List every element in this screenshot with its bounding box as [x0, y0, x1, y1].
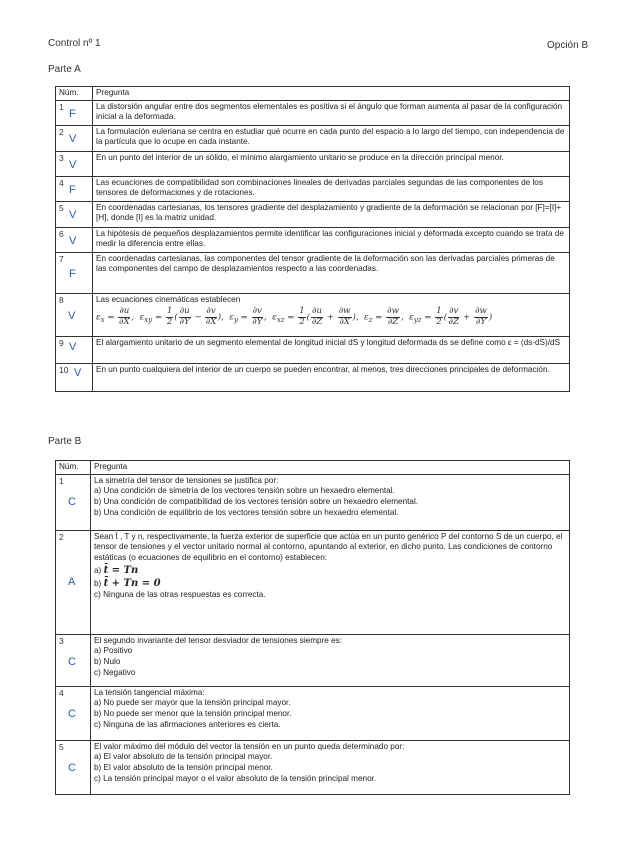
kinematic-equations: $\varepsilon_x$ = $\frac{\partial u}{\partial X}$ , $\varepsilon_{xy}$ = $\frac{1}{2}$ ( $\frac{\partial u}{\partial Y}$ − $\frac{\partial v}{\partial X}$ ), $\varepsilon_y$ = $\frac{\partial v}{\partial Y}$ , $\varepsilon_{xz}$ = $\frac{1}{2}$ ( $\frac{\partial u}{\partial Z}$ + $\frac{\partial w}{\partial X}$ ), $\varepsilon_z$ = $\frac{\partial w}{\partial Z}$ , $\varepsilon_{yz}$ = $\frac{1}{2}$ ( $\frac{\partial v}{\partial Z}$ + $\frac{\partial w}{\partial Y}$ ): [96, 306, 493, 327]
table-row: [56, 176, 570, 201]
answer-mark: C: [68, 761, 76, 774]
question-number: 4: [59, 687, 64, 698]
option-c: c) La tensión principal mayor o el valor absoluto de la tensión principal menor.: [94, 773, 377, 783]
option-c: c) Negativo: [94, 667, 136, 677]
answer-mark: A: [68, 575, 76, 588]
table-row: [56, 336, 570, 363]
answer-mark: F: [69, 183, 76, 196]
question-number: 1: [59, 475, 64, 486]
answer-mark: C: [68, 655, 76, 668]
option-c: c) Ninguna de las otras respuestas es correcta.: [94, 589, 266, 599]
option-a: a) Una condición de simetría de los vectores tensión sobre un hexaedro elemental.: [94, 486, 395, 496]
question-stem: Sean t̄ , T y n, respectivamente, la fuerza exterior de superficie que actúa en un punto genérico P del contorno S de un cuerpo, el tensor de tensiones y el vector unitario normal al contorno, apuntando al exterior, en dicho punto. Las condiciones de contorno estáticas (o ecuaciones de equilibrio en el contorno) establecen:: [94, 531, 563, 562]
equation-a: t̄ = Tn: [103, 564, 139, 576]
option-a: a) No puede ser mayor que la tensión principal mayor.: [94, 698, 291, 708]
answer-mark: V: [69, 132, 77, 145]
question-text: En coordenadas cartesianas, las componentes del tensor gradiente de la deformación son las derivadas parciales primeras de las componentes del campo de desplazamientos respecto a las coordenadas.: [93, 252, 570, 293]
question-text: El alargamiento unitario de un segmento elemental de longitud inicial dS y longitud deformada ds se define como ε = (ds-dS)/dS: [93, 336, 570, 363]
table-row: [56, 252, 570, 293]
table-row: [56, 530, 570, 634]
question-number: 4: [59, 177, 64, 188]
answer-mark: C: [68, 707, 76, 720]
table-row: [56, 686, 570, 740]
question-number: 8: [59, 294, 64, 305]
option-a: a) Positivo: [94, 646, 133, 656]
answer-mark: V: [74, 366, 82, 379]
parte-b-table: [55, 460, 570, 795]
question-text: Las ecuaciones de compatibilidad son combinaciones lineales de derivadas parciales segundas de las componentes de los tensores de deformaciones y de rotaciones.: [93, 176, 570, 201]
answer-mark: V: [69, 234, 77, 247]
option-b: b) El valor absoluto de la tensión principal menor.: [94, 762, 273, 772]
question-number: 5: [59, 202, 64, 213]
question-number: 3: [59, 635, 64, 646]
question-text: Las ecuaciones cinemáticas establecen: [96, 294, 241, 304]
table-row: [56, 201, 570, 227]
answer-mark: F: [69, 107, 76, 120]
option-b: b) t̄ + Tn = 0: [94, 577, 161, 589]
question-text: La hipótesis de pequeños desplazamientos permite identificar las configuraciones inicial y deformada excepto cuando se trata de medir la diferencia entre ellas.: [93, 227, 570, 252]
question-number: 1: [59, 101, 64, 112]
question-number: 3: [59, 152, 64, 163]
answer-mark: V: [69, 158, 77, 171]
table-row: [56, 740, 570, 794]
parte-a-title: Parte A: [48, 64, 81, 75]
question-number: 10: [59, 364, 69, 375]
table-row: [56, 363, 570, 391]
equation-b: t̄ + Tn = 0: [103, 577, 161, 589]
question-number: 2: [59, 126, 64, 137]
question-text: En un punto del interior de un sólido, el mínimo alargamiento unitario se produce en la dirección principal menor.: [93, 151, 570, 176]
option-c: b) Una condición de equilibrio de los vectores tensión sobre un hexaedro elemental.: [94, 507, 399, 517]
table-row: [56, 227, 570, 252]
option-b: b) No puede ser menor que la tensión principal menor.: [94, 708, 292, 718]
answer-mark: V: [69, 340, 77, 353]
question-stem: La simetría del tensor de tensiones se justifica por:: [94, 475, 279, 485]
question-number: 5: [59, 741, 64, 752]
option-a: a) t̄ = Tn: [94, 564, 139, 576]
col-num-header: Núm.: [56, 87, 93, 101]
question-text: En coordenadas cartesianas, los tensores gradiente del desplazamiento y gradiente de la deformación se relacionan por [F]=[I]+[H], donde [I] es la matriz unidad.: [93, 201, 570, 227]
table-row: [56, 151, 570, 176]
table-row: [56, 634, 570, 686]
question-text: La formulación euleriana se centra en estudiar qué ocurre en cada punto del espacio a lo largo del tiempo, con independencia de la partícula que lo ocupe en cada instante.: [93, 125, 570, 151]
option-b: b) Una condición de compatibilidad de los vectores tensión sobre un hexaedro elemental.: [94, 496, 419, 506]
col-num-header: Núm.: [56, 461, 91, 475]
answer-mark: V: [69, 208, 77, 221]
option-a: a) El valor absoluto de la tensión principal mayor.: [94, 752, 273, 762]
parte-b-title: Parte B: [48, 436, 82, 447]
answer-mark: F: [69, 267, 76, 280]
exam-title: Control nº 1: [48, 38, 101, 49]
option-c: c) Ninguna de las afirmaciones anteriores es cierta.: [94, 719, 281, 729]
option-b: b) Nulo: [94, 656, 121, 666]
question-stem: El valor máximo del módulo del vector la tensión en un punto queda determinado por:: [94, 741, 405, 751]
table-row: [56, 100, 570, 125]
parte-a-table: [55, 86, 570, 392]
question-number: 7: [59, 253, 64, 264]
col-question-header: Pregunta: [91, 461, 570, 475]
col-question-header: Pregunta: [93, 87, 570, 101]
table-row: [56, 125, 570, 151]
answer-mark: C: [68, 495, 76, 508]
question-number: 9: [59, 337, 64, 348]
table-row: [56, 293, 570, 336]
answer-mark: V: [68, 309, 76, 322]
question-number: 6: [59, 228, 64, 239]
exam-option: Opción B: [547, 40, 589, 51]
question-number: 2: [59, 531, 64, 542]
question-text: La distorsión angular entre dos segmentos elementales es positiva si el ángulo que forman aumenta al pasar de la configuración inicial a la deformada.: [93, 100, 570, 125]
table-row: [56, 474, 570, 530]
question-stem: El segundo invariante del tensor desviador de tensiones siempre es:: [94, 635, 343, 645]
question-stem: La tensión tangencial máxima:: [94, 687, 205, 697]
question-text: En un punto cualquiera del interior de un cuerpo se pueden encontrar, al menos, tres direcciones principales de deformación.: [93, 363, 570, 391]
